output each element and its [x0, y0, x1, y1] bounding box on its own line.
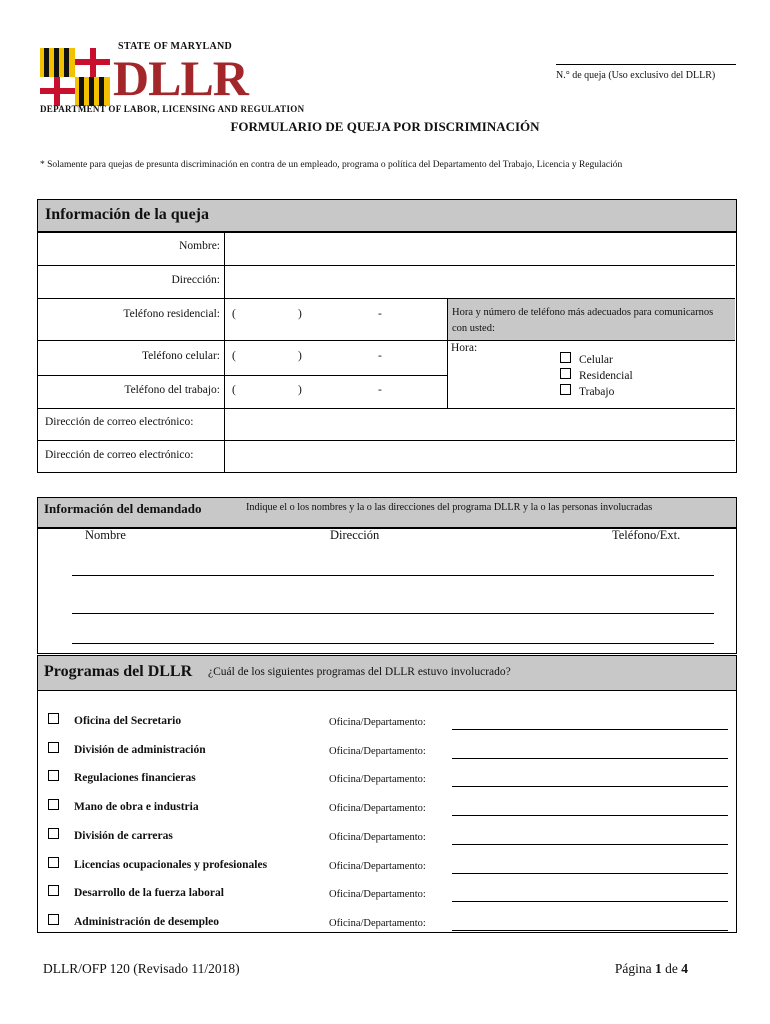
email-label-1: Dirección de correo electrónico:	[45, 416, 194, 428]
program-checkbox[interactable]	[48, 857, 59, 868]
contact-option-work[interactable]: Trabajo	[560, 382, 614, 400]
programs-title: Programas del DLLR	[44, 663, 193, 680]
cell-checkbox[interactable]	[560, 352, 571, 363]
dllr-logo-text: DLLR	[113, 50, 248, 106]
address-field[interactable]	[226, 267, 734, 297]
program-checkbox[interactable]	[48, 828, 59, 839]
program-row	[37, 857, 735, 879]
complaint-number-line[interactable]	[556, 64, 736, 65]
work-checkbox[interactable]	[560, 384, 571, 395]
office-label: Oficina/Departamento:	[329, 889, 426, 900]
program-row	[37, 713, 735, 735]
program-row	[37, 914, 735, 936]
office-field[interactable]	[452, 729, 728, 730]
program-label: Oficina del Secretario	[74, 715, 182, 727]
programs-question: ¿Cuál de los siguientes programas del DLLR estuvo involucrado?	[208, 666, 511, 678]
home-phone-field[interactable]: ( ) -	[232, 308, 382, 320]
program-checkbox[interactable]	[48, 885, 59, 896]
contact-option-cell[interactable]: Celular	[560, 350, 613, 368]
office-label: Oficina/Departamento:	[329, 717, 426, 728]
office-field[interactable]	[452, 758, 728, 759]
respondent-body	[37, 527, 737, 654]
program-checkbox[interactable]	[48, 742, 59, 753]
respondent-line-2[interactable]	[72, 613, 714, 614]
col-name: Nombre	[85, 528, 126, 542]
name-label: Nombre:	[179, 240, 220, 252]
respondent-title: Información del demandado	[44, 501, 202, 516]
maryland-flag-icon	[40, 48, 110, 106]
office-label: Oficina/Departamento:	[329, 803, 426, 814]
office-field[interactable]	[452, 786, 728, 787]
home-checkbox[interactable]	[560, 368, 571, 379]
program-row	[37, 742, 735, 764]
program-checkbox[interactable]	[48, 799, 59, 810]
office-label: Oficina/Departamento:	[329, 861, 426, 872]
time-label: Hora:	[451, 342, 478, 354]
program-checkbox[interactable]	[48, 713, 59, 724]
program-checkbox[interactable]	[48, 914, 59, 925]
program-label: División de carreras	[74, 830, 173, 842]
home-phone-label: Teléfono residencial:	[123, 308, 220, 320]
cell-phone-field[interactable]: ( ) -	[232, 350, 382, 362]
program-label: Licencias ocupacionales y profesionales	[74, 859, 268, 871]
email-field-2[interactable]	[226, 442, 734, 470]
office-field[interactable]	[452, 873, 728, 874]
department-label: DEPARTMENT OF LABOR, LICENSING AND REGULATION	[40, 104, 305, 114]
program-checkbox[interactable]	[48, 770, 59, 781]
program-label: Desarrollo de la fuerza laboral	[74, 887, 224, 899]
best-time-label: Hora y número de teléfono más adecuados para comunicarnos con usted:	[452, 307, 714, 334]
office-label: Oficina/Departamento:	[329, 746, 426, 757]
form-id: DLLR/OFP 120 (Revisado 11/2018)	[43, 961, 240, 976]
program-row	[37, 770, 735, 792]
office-field[interactable]	[452, 930, 728, 931]
office-label: Oficina/Departamento:	[329, 774, 426, 785]
respondent-line-3[interactable]	[72, 643, 714, 644]
program-label: Administración de desempleo	[74, 916, 220, 928]
program-row	[37, 828, 735, 850]
respondent-instructions: Indique el o los nombres y la o las direcciones del programa DLLR y la o las personas involucradas	[246, 502, 653, 513]
email-label-2: Dirección de correo electrónico:	[45, 449, 194, 461]
scope-note: * Solamente para quejas de presunta discriminación en contra de un empleado, programa o política del Departamento del Trabajo, Licencia y Regulación	[40, 160, 623, 170]
programs-header	[37, 655, 737, 691]
address-label: Dirección:	[171, 274, 220, 286]
complaint-info-title: Información de la queja	[45, 206, 209, 223]
work-phone-label: Teléfono del trabajo:	[124, 384, 220, 396]
program-label: División de administración	[74, 744, 206, 756]
program-row	[37, 799, 735, 821]
contact-option-home[interactable]: Residencial	[560, 366, 633, 384]
program-row	[37, 885, 735, 907]
col-address: Dirección	[330, 528, 380, 542]
office-label: Oficina/Departamento:	[329, 918, 426, 929]
col-phone: Teléfono/Ext.	[612, 528, 681, 542]
best-time-header	[448, 299, 735, 340]
program-label: Regulaciones financieras	[74, 772, 196, 784]
program-label: Mano de obra e industria	[74, 801, 199, 813]
office-label: Oficina/Departamento:	[329, 832, 426, 843]
state-label: STATE OF MARYLAND	[118, 41, 233, 52]
respondent-line-1[interactable]	[72, 575, 714, 576]
page-title: FORMULARIO DE QUEJA POR DISCRIMINACIÓN	[230, 119, 540, 134]
work-phone-field[interactable]: ( ) -	[232, 384, 382, 396]
complaint-number-label: N.° de queja (Uso exclusivo del DLLR)	[556, 70, 716, 81]
office-field[interactable]	[452, 901, 728, 902]
cell-phone-label: Teléfono celular:	[141, 350, 220, 362]
office-field[interactable]	[452, 815, 728, 816]
name-field[interactable]	[226, 233, 734, 264]
respondent-header	[37, 497, 737, 529]
page-indicator: Página 1 de 4	[614, 961, 688, 976]
office-field[interactable]	[452, 844, 728, 845]
complaint-info-header	[37, 199, 737, 233]
email-field-1[interactable]	[226, 410, 734, 439]
